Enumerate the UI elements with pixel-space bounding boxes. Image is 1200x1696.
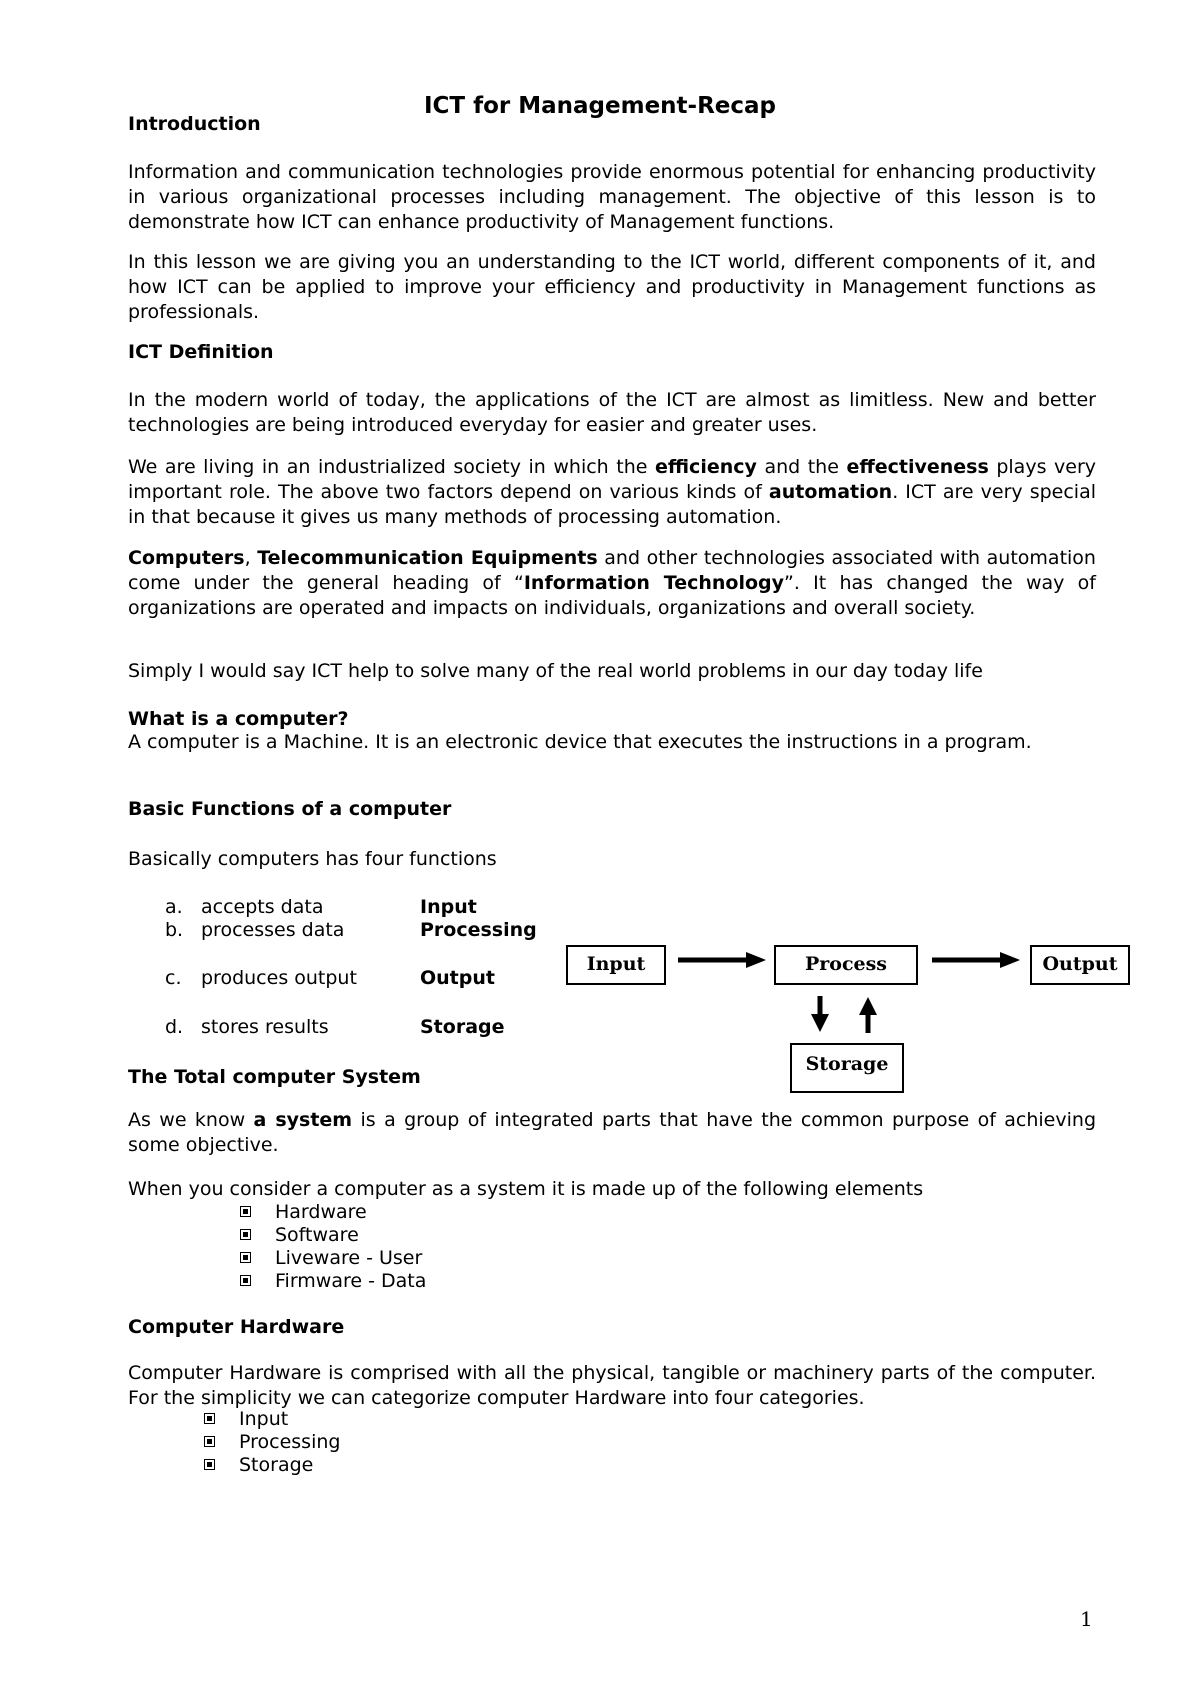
heading-total-computer-system: The Total computer System	[128, 1066, 421, 1088]
heading-ict-definition: ICT Definition	[128, 341, 274, 363]
system-paragraph-1: As we know a system is a group of integrated parts that have the common purpose of achieving some objective.	[128, 1109, 1097, 1156]
checkbox-bullet-icon	[240, 1275, 251, 1286]
checkbox-bullet-icon	[240, 1252, 251, 1263]
heading-computer-hardware: Computer Hardware	[128, 1316, 345, 1338]
checkbox-bullet-icon	[204, 1413, 215, 1424]
checkbox-bullet-icon	[204, 1436, 215, 1447]
heading-basic-functions: Basic Functions of a computer	[128, 798, 452, 820]
diagram-input-box: Input	[566, 945, 666, 985]
diagram-storage-box: Storage	[790, 1043, 904, 1093]
checkbox-bullet-icon	[240, 1229, 251, 1240]
diagram-output-box: Output	[1030, 945, 1130, 985]
arrow-process-to-output-icon	[932, 952, 1020, 968]
definition-paragraph-4: Simply I would say ICT help to solve many of the real world problems in our day today life	[128, 660, 983, 682]
definition-paragraph-3: Computers, Telecommunication Equipments and other technologies associated with automation come under the general heading of “Information Technology”. It has changed the way of organizations are operated and impacts on individuals, organizations and overall society.	[128, 547, 1096, 619]
definition-paragraph-2: We are living in an industrialized society in which the efficiency and the effectiveness plays very important role. The above two factors depend on various kinds of automation. ICT are very special in that because it gives us many methods of processing automation.	[128, 456, 1097, 528]
functions-intro: Basically computers has four functions	[128, 848, 497, 870]
diagram-process-box: Process	[774, 945, 918, 985]
intro-paragraph-1: Information and communication technologies provide enormous potential for enhancing productivity in various organizational processes including management. The objective of this lesson is to demonstrate how ICT can enhance productivity of Management functions.	[128, 161, 1096, 233]
document-page: ICT for Management-Recap Introduction Information and communication technologies provide enormous potential for enhancing productivity in various organizational processes including management. The objective of this lesson is to demonstrate how ICT can enhance productivity of Management functions. In this lesson we are giving you an understanding to the ICT world, different components of it, and how ICT can be applied to improve your efficiency and productivity in Management functions as professionals. ICT Definition In the modern world of today, the applications of the ICT are almost as limitless. New and better technologies are being introduced everyday for easier and greater uses. We are living in an industrialized society in which the efficiency and the effectiveness plays very important role. The above two factors depend on various kinds of automation. ICT are very special in that because it gives us many methods of processing automation. Computers, Telecommunication Equipments and other technologies associated with automation come under the general heading of “Information Technology”. It has changed the way of organizations are operated and impacts on individuals, organizations and overall society. Simply I would say ICT help to solve many of the real world problems in our day today life What is a computer? A computer is a Machine. It is an electronic device that executes the instructions in a program. Basic Functions of a computer Basically computers has four functions a. accepts data Input b. processes data Processing c. produces output Output d. stores results Storage Input Process Output Storage The Total computer System As we know a system is a group of integrated parts that have the common purpose of achieving some objective. When you consider a computer as a system it is made up of the following elements Hardware Software Liveware - User Firmware - Data Computer Hardware Computer Hardware is comprised with all the physical, tangible or machinery parts of the computer. For the simplicity we can categorize computer Hardware into four categories. Input Processing Storage 1	[0, 0, 1200, 1696]
checkbox-bullet-icon	[204, 1459, 215, 1470]
heading-introduction: Introduction	[128, 113, 261, 135]
page-title: ICT for Management-Recap	[423, 93, 777, 119]
arrow-process-to-storage-icon	[811, 996, 829, 1032]
computer-paragraph: A computer is a Machine. It is an electronic device that executes the instructions in a program.	[128, 731, 1032, 753]
checkbox-bullet-icon	[240, 1206, 251, 1217]
arrow-input-to-process-icon	[678, 952, 766, 968]
arrow-storage-to-process-icon	[859, 997, 877, 1033]
page-number: 1	[1080, 1607, 1093, 1631]
hardware-paragraph: Computer Hardware is comprised with all the physical, tangible or machinery parts of the computer. For the simplicity we can categorize computer Hardware into four categories.	[128, 1362, 1096, 1409]
heading-what-is-computer: What is a computer?	[128, 708, 349, 730]
intro-paragraph-2: In this lesson we are giving you an understanding to the ICT world, different components of it, and how ICT can be applied to improve your efficiency and productivity in Management functions as professionals.	[128, 251, 1096, 323]
system-paragraph-2: When you consider a computer as a system it is made up of the following elements	[128, 1178, 924, 1200]
definition-paragraph-1: In the modern world of today, the applications of the ICT are almost as limitless. New and better technologies are being introduced everyday for easier and greater uses.	[128, 389, 1096, 436]
